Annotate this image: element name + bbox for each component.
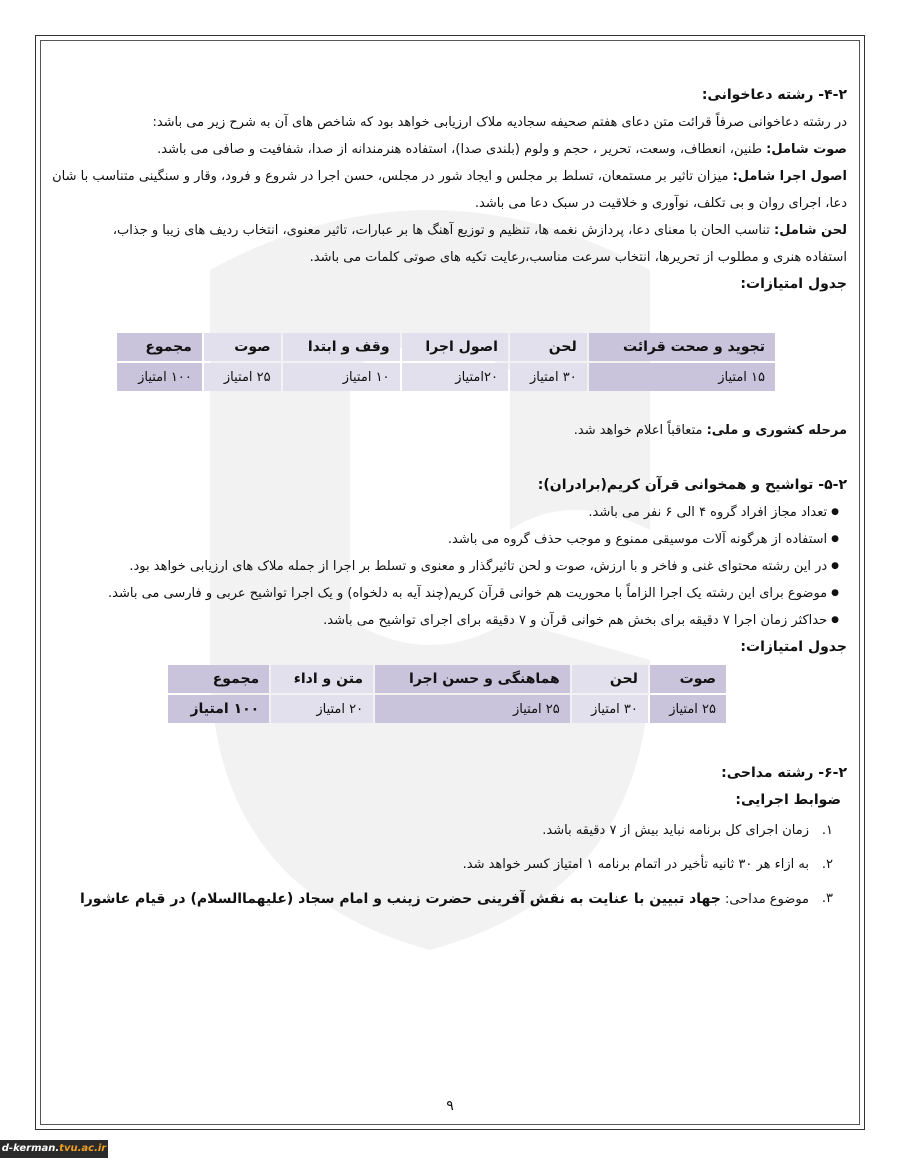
list-item — [72, 848, 847, 882]
perf-text-2: دعا، اجرای روان و بی تکلف، نوآوری و خلاقیت در سبک دعا می باشد. — [474, 196, 847, 211]
list-item: ● در این رشته محتوای غنی و فاخر و با ارزش، صوت و لحن تاثیرگذار و معنوی و تسلط بر اجرا از جمله ملاک های ارزیابی خواهد بود. — [72, 553, 839, 580]
tawashih-score-table — [166, 663, 728, 725]
list-item-text: به ازاء هر ۳۰ ثانیه تأخیر در اتمام برنامه ۱ امتیاز کسر خواهد شد. — [462, 857, 809, 872]
page-content — [52, 82, 847, 298]
tone-text-2: استفاده هنری و مطلوب از تحریرها، انتخاب سرعت مناسب،رعایت تکیه های صوتی کلمات می باشد. — [309, 250, 847, 265]
table-row — [168, 695, 726, 723]
table-cell: ۲۵ امتیاز — [375, 695, 570, 723]
national-stage-block — [72, 417, 847, 444]
list-item-number: ۲. — [821, 857, 833, 872]
section-heading-madahi: ۶-۲- رشته مداحی: — [721, 765, 847, 781]
madahi-section — [72, 760, 847, 917]
list-item: ● تعداد مجاز افراد گروه ۴ الی ۶ نفر می باشد. — [72, 499, 839, 526]
list-item-bold-text: جهاد تبیین با عنایت به نقش آفرینی حضرت زینب و امام سجاد (علیهماالسلام) در قیام عاشورا — [79, 891, 721, 907]
table-cell: ۱۵ امتیاز — [589, 363, 775, 391]
table-header-cell: مجموع — [117, 333, 202, 361]
tawashih-table-label: جدول امتیازات: — [740, 639, 847, 655]
list-item: ● استفاده از هرگونه آلات موسیقی ممنوع و موجب حذف گروه می باشد. — [72, 526, 839, 553]
table-header-cell: صوت — [204, 333, 281, 361]
table-header-cell: وقف و ابتدا — [283, 333, 400, 361]
duaa-table-label: جدول امتیازات: — [740, 276, 847, 292]
voice-label: صوت شامل: — [766, 142, 847, 157]
table-header-cell: لحن — [572, 665, 648, 693]
table-cell: ۳۰ امتیاز — [572, 695, 648, 723]
duaa-intro: در رشته دعاخوانی صرفاً قرائت متن دعای هفتم صحیفه سجادیه ملاک ارزیابی خواهد بود که شاخص های آن به شرح زیر می باشد: — [152, 115, 847, 130]
table-cell: ۲۰ امتیاز — [271, 695, 373, 723]
tawashih-section — [72, 472, 847, 661]
section-heading-duaa: ۴-۲- رشته دعاخوانی: — [701, 87, 847, 103]
table-cell: ۲۵ امتیاز — [204, 363, 281, 391]
duaa-voice-criteria — [72, 136, 847, 163]
table-header-cell: هماهنگی و حسن اجرا — [375, 665, 570, 693]
table-header-row — [168, 665, 726, 693]
table-header-cell: تجوید و صحت قرائت — [589, 333, 775, 361]
site-badge-domain: tvu.ac.ir — [59, 1143, 107, 1154]
tone-label: لحن شامل: — [774, 223, 847, 238]
table-cell: ۱۰۰ امتیاز — [168, 695, 269, 723]
table-cell: ۱۰ امتیاز — [283, 363, 400, 391]
table-row — [117, 363, 775, 391]
list-item-number: ۱. — [821, 823, 833, 838]
tawashih-bullet-list — [72, 499, 847, 634]
duaa-performance-criteria — [52, 163, 847, 190]
perf-label: اصول اجرا شامل: — [732, 169, 847, 184]
site-badge-link[interactable] — [0, 1140, 108, 1158]
table-header-cell: مجموع — [168, 665, 269, 693]
list-item-text: زمان اجرای کل برنامه نباید بیش از ۷ دقیقه باشد. — [542, 823, 809, 838]
duaa-tone-criteria — [72, 217, 847, 244]
table-cell: ۱۰۰ امتیاز — [117, 363, 202, 391]
table-cell: ۲۵ امتیاز — [650, 695, 726, 723]
duaa-score-table — [115, 331, 777, 393]
table-cell: ۳۰ امتیاز — [510, 363, 587, 391]
list-item-number: ۳. — [821, 891, 833, 906]
madahi-rules-list — [72, 814, 847, 917]
list-item — [72, 882, 847, 917]
table-header-cell: صوت — [650, 665, 726, 693]
voice-text: طنین، انعطاف، وسعت، تحریر ، حجم و ولوم (بلندی صدا)، استفاده هنرمندانه از صدا، شفافیت و صافی می باشد. — [157, 142, 767, 157]
page-number: ۹ — [446, 1098, 454, 1114]
madahi-rules-heading: ضوابط اجرایی: — [735, 792, 841, 808]
table-cell: ۲۰امتیاز — [402, 363, 508, 391]
list-item — [72, 814, 847, 848]
list-item: ● حداکثر زمان اجرا ۷ دقیقه برای بخش هم خوانی قرآن و ۷ دقیقه برای اجرای تواشیح می باشد. — [72, 607, 839, 634]
list-item-label: موضوع مداحی: — [720, 892, 809, 907]
perf-text-1: میزان تاثیر بر مستمعان، تسلط بر مجلس و ایجاد شور در مجلس، حسن اجرا در شروع و فرود، وقار و سنگینی متناسب با شان — [52, 169, 733, 184]
tone-text-1: تناسب الحان با معنای دعا، پردازش نغمه ها، تنظیم و توزیع آهنگ ها بر عبارات، تاثیر معنوی، انتخاب ردیف های زیبا و جذاب، — [112, 223, 774, 238]
table-header-cell: لحن — [510, 333, 587, 361]
table-header-cell: اصول اجرا — [402, 333, 508, 361]
site-badge-prefix: d-kerman. — [1, 1143, 60, 1154]
national-stage-line — [72, 417, 847, 444]
table-header-cell: متن و اداء — [271, 665, 373, 693]
national-text: متعاقباً اعلام خواهد شد. — [573, 423, 707, 438]
list-item: ● موضوع برای این رشته یک اجرا الزاماً با محوریت هم خوانی قرآن کریم(چند آیه به دلخواه) و یک اجرا تواشیح عربی و فارسی می باشد. — [72, 580, 839, 607]
table-header-row — [117, 333, 775, 361]
national-label: مرحله کشوری و ملی: — [706, 423, 847, 438]
section-heading-tawashih: ۵-۲- تواشیح و همخوانی قرآن کریم(برادران): — [537, 477, 847, 493]
